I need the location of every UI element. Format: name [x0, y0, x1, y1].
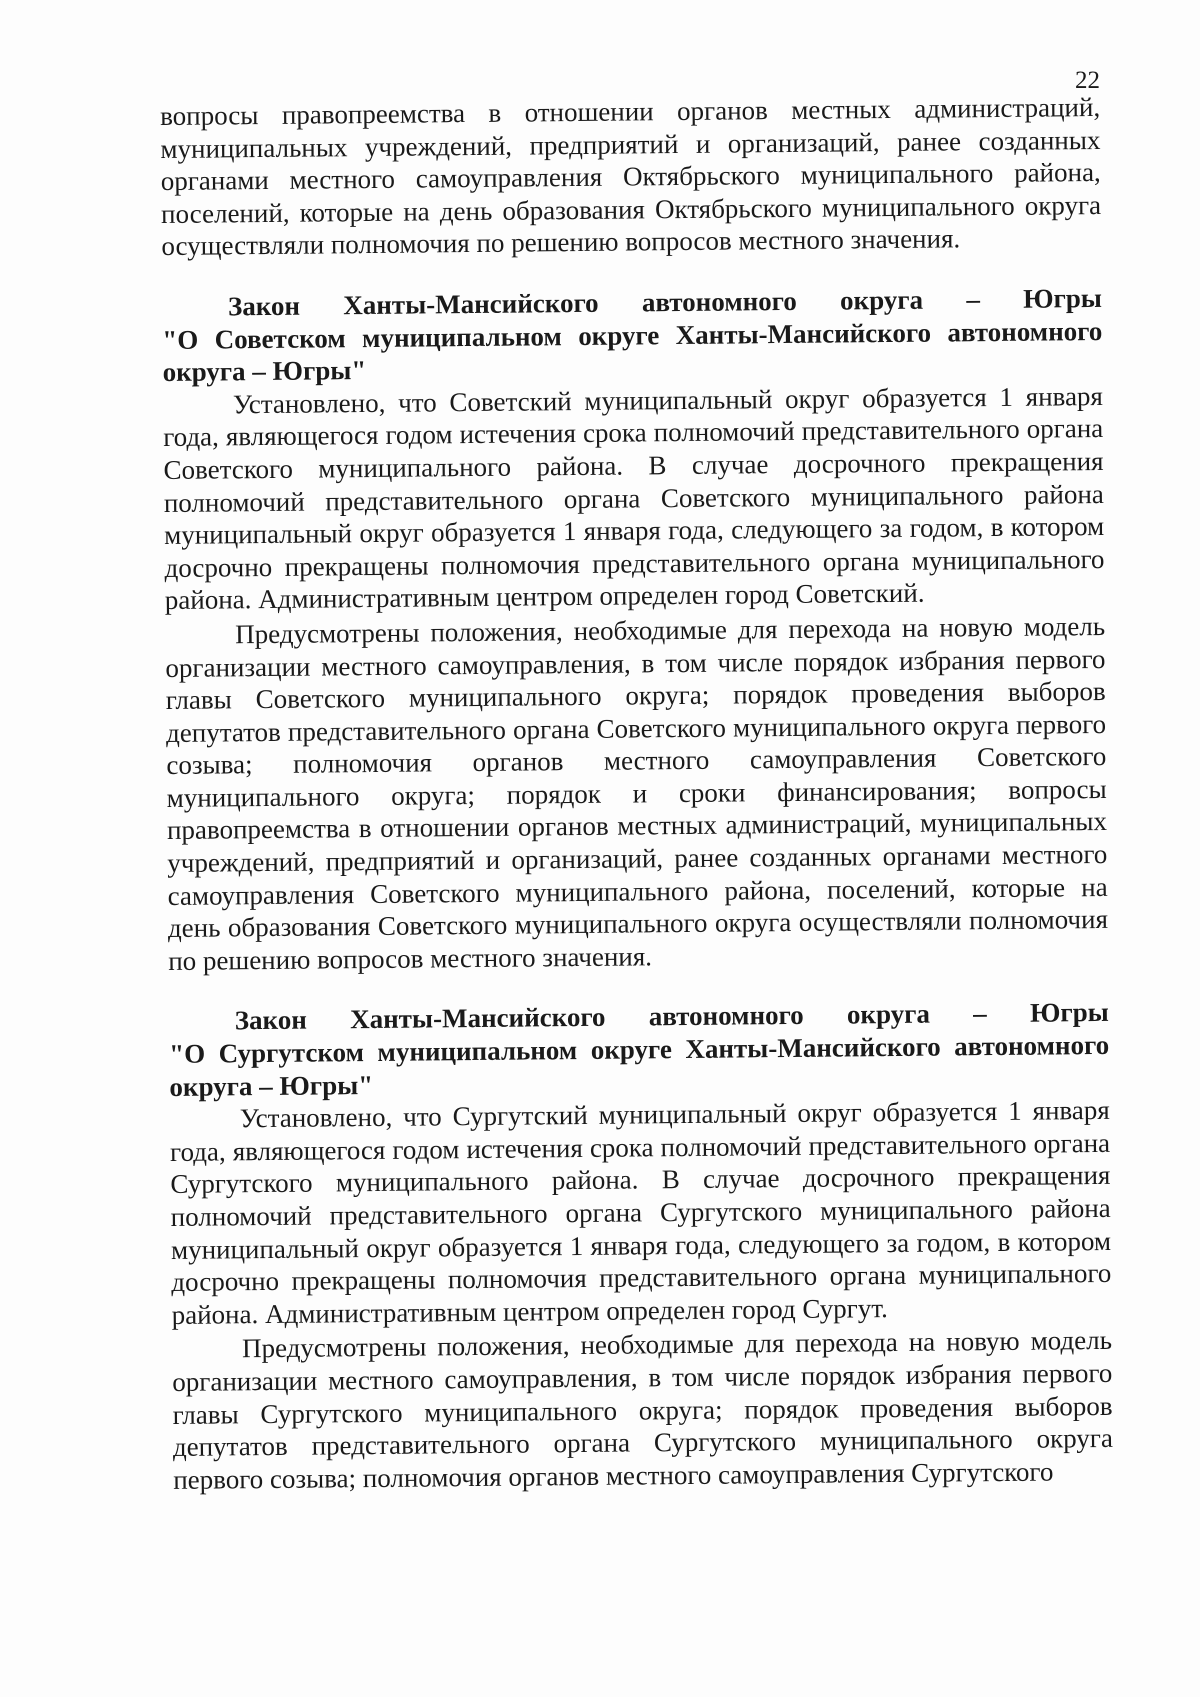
section-surgutsky: [169, 996, 1114, 1496]
intro-paragraph: вопросы правопреемства в отношении органов местных администраций, муниципальных учреждений, предприятий и организаций, ранее созданных органами местного самоуправления Октябрьского муниципального района, поселений, которые на день образования Октябрьского муниципального округа осуществляли полномочия по решению вопросов местного значения.: [160, 91, 1102, 262]
paragraph: Установлено, что Сургутский муниципальный округ образуется 1 января года, являющегося годом истечения срока полномочий представительного органа Сургутского муниципального района. В случае досрочного прекращения полномочий представительного органа Сургутского муниципального района муниципальный округ образуется 1 января года, следующего за годом, в котором досрочно прекращены полномочия представительного органа муниципального района. Административным центром определен город Сургут.: [169, 1095, 1112, 1330]
paragraph: Установлено, что Советский муниципальный округ образуется 1 января года, являющегося годом истечения срока полномочий представительного органа Советского муниципального района. В случае досрочного прекращения полномочий представительного органа Советского муниципального района муниципальный округ образуется 1 января года, следующего за годом, в котором досрочно прекращены полномочия представительного органа муниципального района. Административным центром определен город Советский.: [163, 380, 1105, 616]
heading-title: "О Сургутском муниципальном округе Ханты-Мансийского автономного округа – Югры": [169, 1029, 1110, 1102]
heading-line-1: Закон Ханты-Мансийского автономного округа – Югры: [234, 997, 1109, 1036]
heading-title: "О Советском муниципальном округе Ханты-Мансийского автономного округа – Югры": [162, 315, 1103, 388]
section-sovetsky: [162, 282, 1109, 977]
section-heading: [169, 996, 1110, 1103]
page-number: 22: [1075, 67, 1100, 94]
heading-line-1: Закон Ханты-Мансийского автономного округа – Югры: [227, 282, 1103, 322]
section-heading: [162, 282, 1103, 389]
document-body: [160, 91, 1113, 1496]
paragraph: Предусмотрены положения, необходимые для перехода на новую модель организации местного самоуправления, в том числе порядок избрания первого главы Сургутского муниципального округа; порядок проведения выборов депутатов представительного органа Сургутского муниципального округа первого созыва; полномочия органов местного самоуправления Сургутского: [172, 1325, 1114, 1495]
paragraph: Предусмотрены положения, необходимые для перехода на новую модель организации местного самоуправления, в том числе порядок избрания первого главы Советского муниципального округа; порядок проведения выборов депутатов представительного органа Советского муниципального округа первого созыва; полномочия органов местного самоуправления Советского муниципального округа; порядок и сроки финансирования; вопросы правопреемства в отношении органов местных администраций, муниципальных учреждений, предприятий и организаций, ранее созданных органами местного самоуправления Советского муниципального района, поселений, которые на день образования Советского муниципального округа осуществляли полномочия по решению вопросов местного значения.: [165, 610, 1109, 976]
